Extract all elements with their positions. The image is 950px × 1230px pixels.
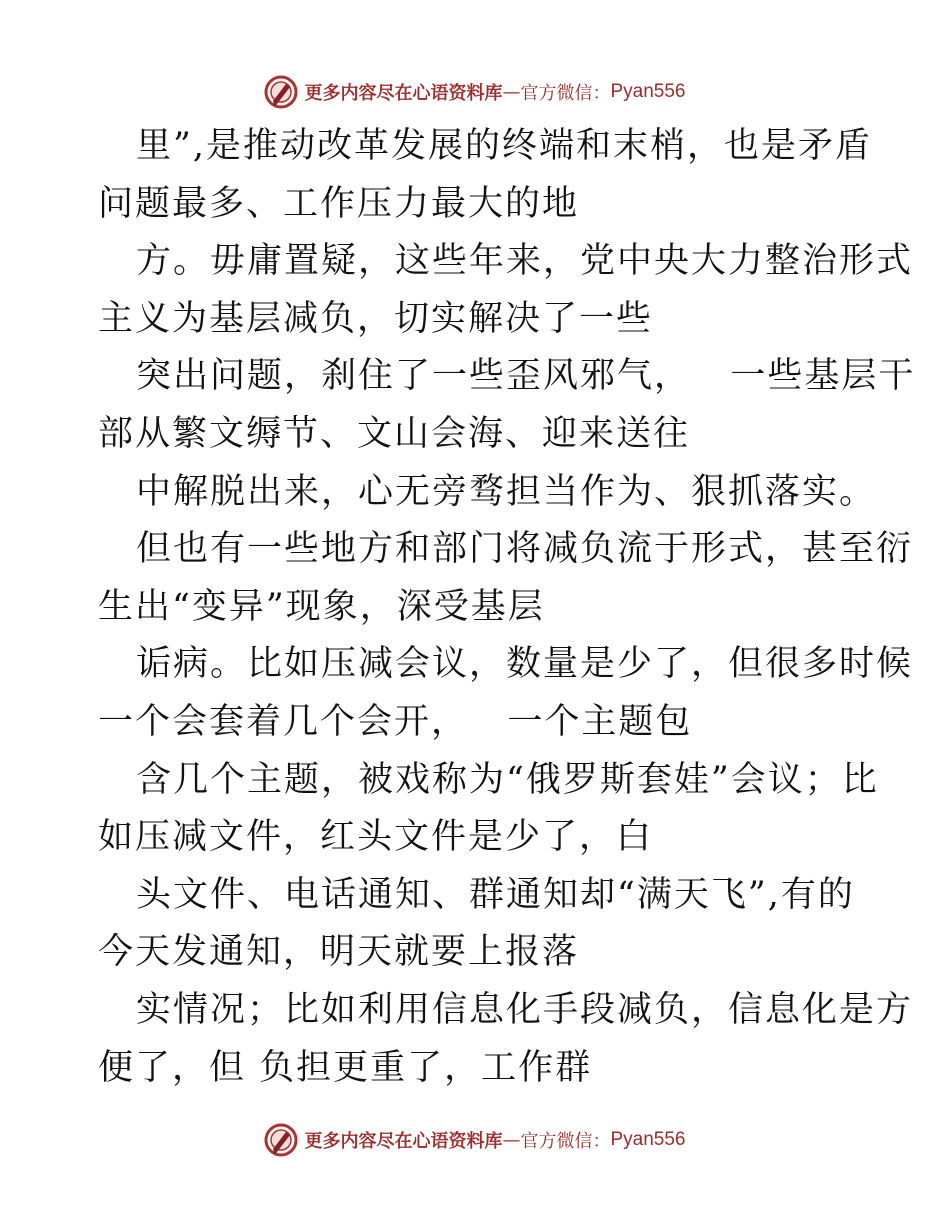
watermark-official-label: 官方微信： bbox=[520, 1131, 611, 1152]
watermark-separator: — bbox=[502, 81, 521, 103]
text-line: 里”,是推动改革发展的终端和末梢，也是矛盾 bbox=[136, 126, 873, 166]
text-line: 方。毋庸置疑，这些年来，党中央大力整治形式 bbox=[136, 241, 914, 282]
watermark-official-label: 官方微信： bbox=[520, 83, 611, 104]
text-line: 含几个主题，被戏称为“俄罗斯套娃”会议；比 bbox=[136, 759, 879, 800]
text-line: 但也有一些地方和部门将减负流于形式，甚至衍 bbox=[136, 529, 914, 570]
text-line: 中解脱出来，心无旁骛担当作为、狠抓落实。 bbox=[136, 471, 877, 512]
header-watermark bbox=[0, 72, 950, 112]
document-body bbox=[98, 118, 916, 1097]
footer-watermark bbox=[0, 1120, 950, 1160]
watermark-wechat-id: Pyan556 bbox=[610, 1129, 686, 1150]
text-line: 部从繁文缛节、文山会海、迎来送往 bbox=[98, 413, 691, 454]
text-line: 问题最多、工作压力最大的地 bbox=[98, 183, 580, 224]
text-line: 诟病。比如压减会议，数量是少了，但很多时候 bbox=[136, 644, 914, 685]
text-line: 便了，但 负担更重了，工作群 bbox=[98, 1047, 593, 1088]
watermark-wechat-id: Pyan556 bbox=[610, 81, 686, 102]
text-line: 一个会套着几个会开， 一个主题包 bbox=[98, 701, 693, 742]
text-line: 头文件、电话通知、群通知却“满天飞”,有的 bbox=[136, 874, 855, 915]
text-line: 如压减文件，红头文件是少了，白 bbox=[98, 817, 654, 858]
text-line: 主义为基层减负，切实解决了一些 bbox=[98, 298, 654, 339]
watermark-separator: — bbox=[502, 1129, 521, 1151]
watermark-site-text: 更多内容尽在心语资料库 bbox=[304, 83, 503, 104]
text-line: 今天发通知，明天就要上报落 bbox=[98, 932, 580, 973]
text-line: 实情况；比如利用信息化手段减负，信息化是方 bbox=[136, 989, 914, 1030]
pen-logo-icon bbox=[264, 75, 298, 109]
text-line: 突出问题，刹住了一些歪风邪气， 一些基层干 bbox=[136, 356, 916, 397]
watermark-site-text: 更多内容尽在心语资料库 bbox=[304, 1131, 503, 1152]
pen-logo-icon bbox=[264, 1123, 298, 1157]
text-line: 生出“变异”现象，深受基层 bbox=[98, 586, 545, 627]
